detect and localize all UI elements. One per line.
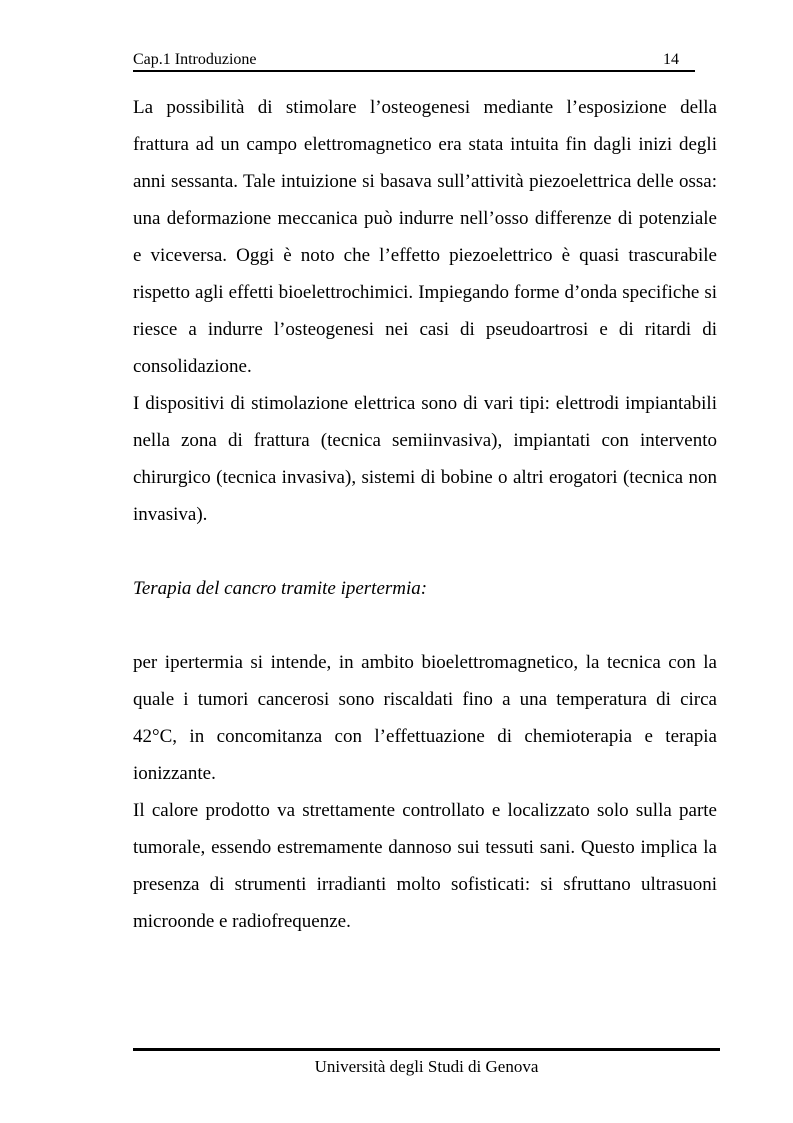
page-number: 14: [663, 51, 679, 68]
paragraph-hyperthermia: per ipertermia si intende, in ambito bioelettromagnetico, la tecnica con la quale i tumori cancerosi sono riscaldati fino a una temperatura di circa 42°C, in concomitanza con l’effettuazione di chemioterapia e terapia ionizzante.: [133, 652, 717, 784]
paragraph-spacer: [133, 533, 717, 570]
paragraph-heat-control: Il calore prodotto va strettamente controllato e localizzato solo sulla parte tumorale, essendo estremamente dannoso sui tessuti sani. Questo implica la presenza di strumenti irradianti molto sofisticati: si sfruttano ultrasuoni microonde e radiofrequenze.: [133, 800, 717, 932]
footer-divider: [133, 1048, 720, 1051]
paragraph-osteogenesis: La possibilità di stimolare l’osteogenesi mediante l’esposizione della frattura ad un campo elettromagnetico era stata intuita fin dagli inizi degli anni sessanta. Tale intuizione si basava sull’attività piezoelettrica delle ossa: una deformazione meccanica può indurre nell’osso differenze di potenziale e viceversa. Oggi è noto che l’effetto piezoelettrico è quasi trascurabile rispetto agli effetti bioelettrochimici. Impiegando forme d’onda specifiche si riesce a indurre l’osteogenesi nei casi di pseudoartrosi e di ritardi di consolidazione.: [133, 97, 717, 377]
page-body: [133, 89, 717, 940]
paragraph-spacer: [133, 607, 717, 644]
footer-institution: Università degli Studi di Genova: [314, 1057, 539, 1076]
section-heading: Terapia del cancro tramite ipertermia:: [133, 578, 428, 599]
paragraph-stimulation-devices: I dispositivi di stimolazione elettrica sono di vari tipi: elettrodi impiantabili nella zona di frattura (tecnica semiinvasiva), impiantati con intervento chirurgico (tecnica invasiva), sistemi di bobine o altri erogatori (tecnica non invasiva).: [133, 393, 717, 525]
page-header: [133, 48, 695, 72]
chapter-title: Cap.1 Introduzione: [133, 51, 257, 68]
